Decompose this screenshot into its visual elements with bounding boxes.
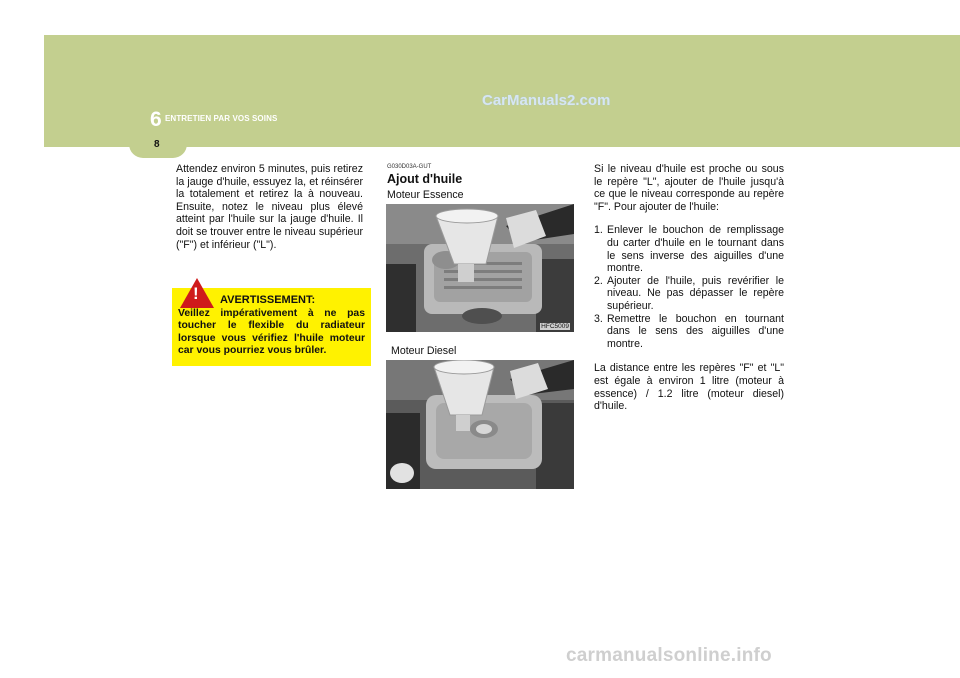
list-item [594, 275, 784, 313]
chapter-title: ENTRETIEN PAR VOS SOINS [165, 114, 278, 123]
list-item [594, 224, 784, 274]
right-intro: Si le niveau d'huile est proche ou sous le repère "L", ajouter de l'huile jusqu'à ce que le niveau corresponde au repère "F". Pour ajouter de l'huile: [594, 163, 784, 213]
exclamation-icon: ! [193, 284, 199, 303]
photo-code: HFC5009 [541, 323, 569, 330]
right-column [594, 163, 784, 424]
chapter-number: 6 [150, 108, 162, 131]
section-code: G030D03A-GUT [387, 164, 432, 170]
diesel-engine-label: Moteur Diesel [386, 343, 574, 360]
right-outro: La distance entre les repères "F" et "L" est égale à environ 1 litre (moteur à essence) / 1.2 litre (moteur diesel) d'huile. [594, 362, 784, 413]
step-text: Remettre le bouchon en tournant dans le sens des aiguilles d'une montre. [607, 312, 784, 350]
step-text: Enlever le bouchon de remplissage du carter d'huile en le tournant dans le sens inverse des aiguilles d'une montre. [607, 224, 784, 275]
warning-title: AVERTISSEMENT: [220, 294, 316, 306]
list-item [594, 313, 784, 351]
petrol-engine-illustration [386, 204, 574, 332]
step-text: Ajouter de l'huile, puis revérifier le niveau. Ne pas dépasser le repère supérieur. [607, 274, 784, 312]
diesel-engine-photo [386, 343, 574, 489]
section-title: Ajout d'huile [387, 172, 463, 186]
warning-text: Veillez impérativement à ne pas toucher le flexible du radiateur lorsque vous vérifiez l'huile moteur car vous pourriez vous brûler. [178, 308, 365, 356]
left-paragraph: Attendez environ 5 minutes, puis retirez la jauge d'huile, essuyez la, et réinsérer la totalement et retirez la à nouveau. Ensuite, notez le niveau plus élevé atteint par l'huile sur la jauge d'huile. Il doit se trouver entre le niveau supérieur ("F") et inférieur ("L"). [176, 163, 363, 251]
petrol-engine-photo [386, 204, 574, 332]
watermark-top-link[interactable]: CarManuals2.com [482, 92, 611, 109]
steps-list [594, 224, 784, 350]
step-number: 1. [594, 224, 603, 237]
page-number: 8 [154, 139, 160, 150]
section-subtitle: Moteur Essence [387, 189, 464, 201]
step-number: 2. [594, 274, 603, 287]
step-number: 3. [594, 312, 603, 325]
diesel-engine-illustration [386, 343, 574, 489]
watermark-bottom-link[interactable]: carmanualsonline.info [566, 645, 772, 666]
